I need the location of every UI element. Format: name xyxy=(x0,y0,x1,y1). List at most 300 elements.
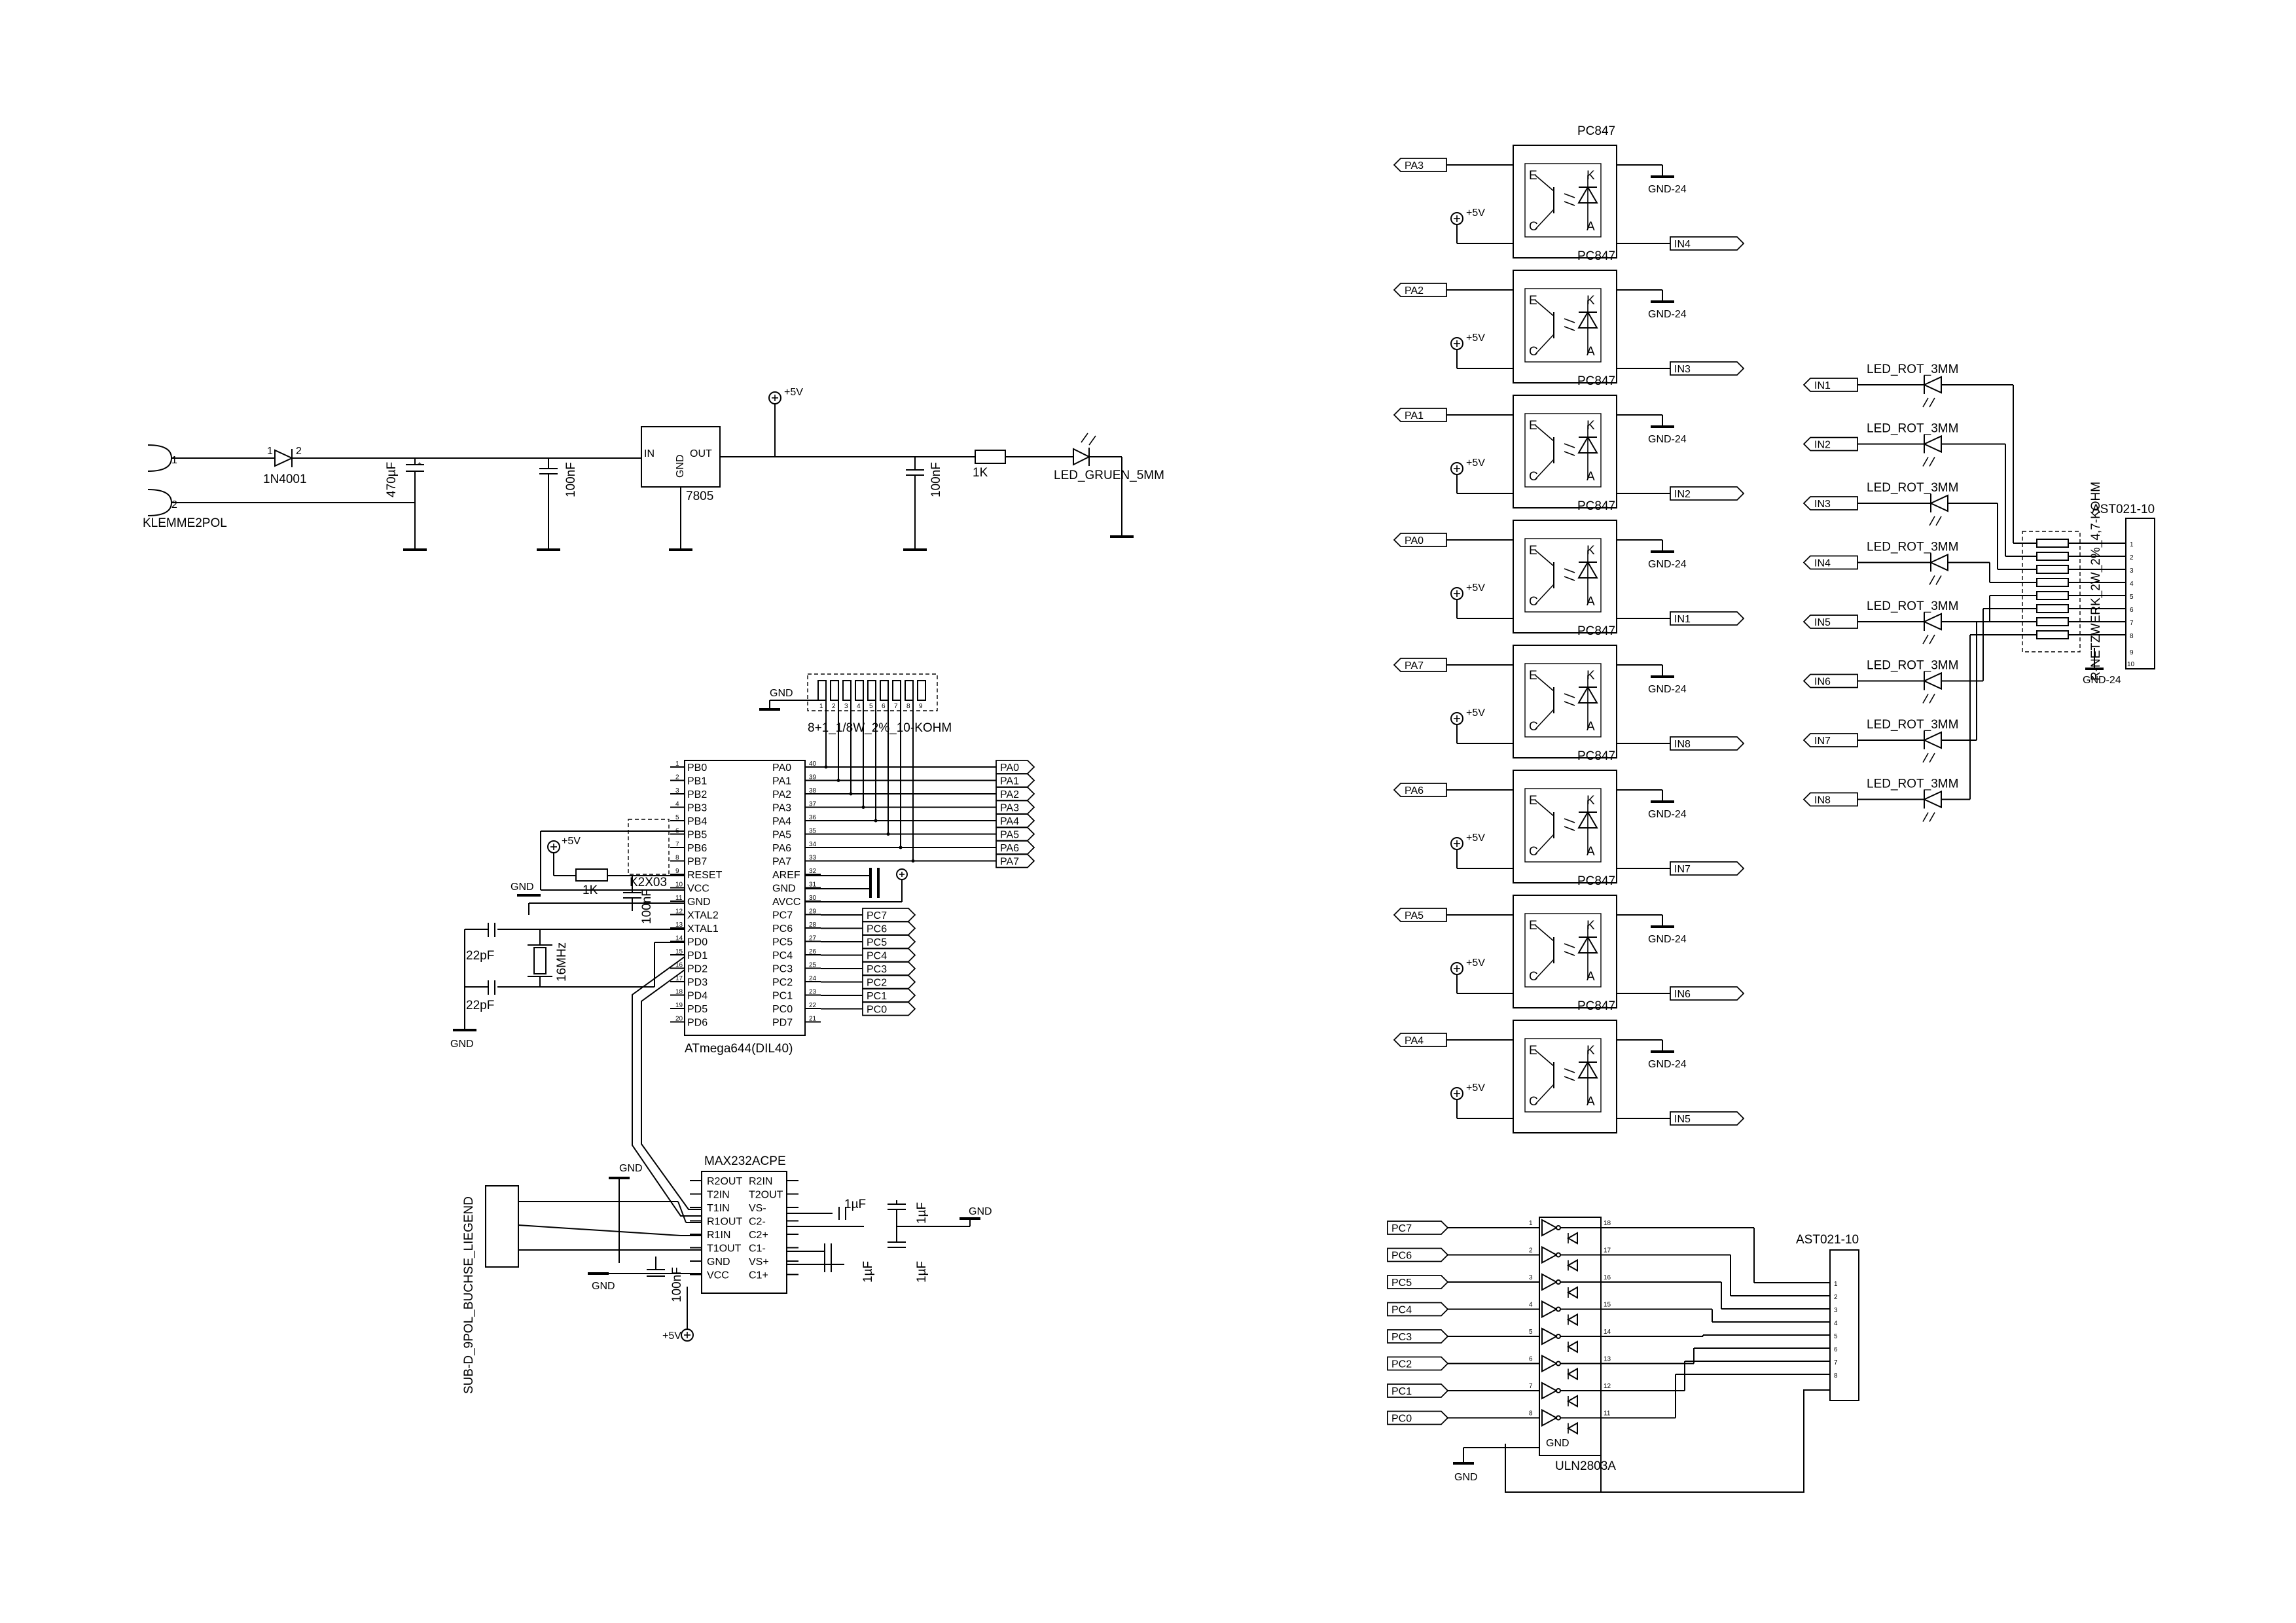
svg-text:2: 2 xyxy=(296,446,302,457)
driver-section xyxy=(1388,1217,1859,1492)
svg-text:4: 4 xyxy=(2130,580,2134,588)
svg-text:8: 8 xyxy=(2130,633,2134,640)
svg-text:24: 24 xyxy=(809,975,817,982)
opto-out-flag-6-label: IN7 xyxy=(1674,864,1691,875)
flag-mcu-pc2-label: PC2 xyxy=(867,977,888,989)
opto-vcc-5-label: +5V xyxy=(1466,707,1485,719)
mcu-section xyxy=(450,674,1034,1216)
resistor-1k-label: 1K xyxy=(973,466,988,480)
rnet-cell xyxy=(855,681,863,700)
rnet-4k7-label: R-NETZWERK_2W_2%_4,7-KOHM xyxy=(2089,481,2103,681)
max-pin-left: R1OUT xyxy=(707,1216,743,1228)
svg-text:11: 11 xyxy=(675,895,683,902)
mcu-pin-left: XTAL2 xyxy=(687,910,719,921)
flag-pa5-label: PA5 xyxy=(1000,829,1020,841)
svg-text:8: 8 xyxy=(1834,1372,1838,1380)
mcu-pin-left: PB1 xyxy=(687,776,708,787)
svg-text:E: E xyxy=(1529,794,1537,808)
led-flag-in6 xyxy=(1804,675,1857,688)
svg-text:K: K xyxy=(1587,419,1595,433)
opto-part-label: PC847 xyxy=(1577,999,1616,1013)
opto-in-flag-4-label: PA0 xyxy=(1405,535,1424,546)
opto-out-flag-3-label: IN2 xyxy=(1674,489,1691,500)
mcu-pin-right: PA4 xyxy=(772,816,792,827)
led-flag-in8-label: IN8 xyxy=(1814,794,1831,806)
cap-1uf-a-label: 1µF xyxy=(844,1198,867,1211)
svg-text:23: 23 xyxy=(809,988,817,996)
svg-text:16: 16 xyxy=(675,961,683,969)
svg-text:9: 9 xyxy=(2130,649,2134,656)
mcu-pin-right: PC5 xyxy=(772,936,793,948)
svg-text:K: K xyxy=(1587,919,1595,933)
mcu-pin-right: PC6 xyxy=(772,923,793,935)
svg-text:33: 33 xyxy=(809,854,817,862)
opto-in-flag-1-label: PA3 xyxy=(1405,160,1424,171)
opto-vcc-7-label: +5V xyxy=(1466,957,1485,969)
mcu-pin-left: RESET xyxy=(687,870,723,881)
svg-text:20: 20 xyxy=(675,1015,683,1023)
max-pin-left: T1IN xyxy=(707,1203,730,1214)
cap-100nf-a xyxy=(537,458,560,550)
svg-text:31: 31 xyxy=(809,881,817,889)
flag-mcu-pc4-label: PC4 xyxy=(867,950,888,962)
led-red-7 xyxy=(1924,732,1941,748)
svg-text:16: 16 xyxy=(1604,1274,1611,1281)
led-red-8 xyxy=(1924,792,1941,808)
svg-text:13: 13 xyxy=(1604,1355,1611,1363)
uln-gnd-label: GND xyxy=(1454,1472,1478,1483)
led-red-label: LED_ROT_3MM xyxy=(1867,540,1959,554)
led-flag-in1 xyxy=(1804,378,1857,391)
rnet-cell xyxy=(818,681,826,700)
opto-vcc-4-label: +5V xyxy=(1466,582,1485,594)
svg-text:2: 2 xyxy=(1834,1294,1838,1301)
svg-text:28: 28 xyxy=(809,921,817,929)
opto-part-label: PC847 xyxy=(1577,124,1616,138)
mcu-pin-right: PC3 xyxy=(772,963,793,975)
opto-part-label: PC847 xyxy=(1577,749,1616,763)
opto-gnd24-label: GND-24 xyxy=(1648,934,1687,945)
opto-gnd24-label: GND-24 xyxy=(1648,184,1687,195)
svg-text:3: 3 xyxy=(1834,1307,1838,1314)
max-pin-left: T2IN xyxy=(707,1189,730,1201)
pump-gnd-label: GND xyxy=(969,1206,992,1217)
svg-text:A: A xyxy=(1587,595,1595,609)
svg-text:36: 36 xyxy=(809,814,817,821)
mcu-pin-right: PA7 xyxy=(772,856,792,868)
svg-text:E: E xyxy=(1529,669,1537,683)
mcu-pin-right: PA2 xyxy=(772,789,792,800)
svg-text:1: 1 xyxy=(675,760,679,768)
svg-text:7: 7 xyxy=(2130,620,2134,627)
flag-pa0-label: PA0 xyxy=(1000,762,1020,774)
resistor-1k xyxy=(975,450,1005,463)
mcu-pin-left: PD6 xyxy=(687,1017,708,1029)
svg-text:12: 12 xyxy=(1604,1383,1611,1390)
rnet-4k7-cell xyxy=(2037,618,2068,626)
mcu-pin-left: PD3 xyxy=(687,977,708,988)
svg-text:K: K xyxy=(1587,544,1595,558)
svg-text:10: 10 xyxy=(2127,661,2135,668)
terminal-label: KLEMME2POL xyxy=(143,516,227,530)
rnet-4k7-cell xyxy=(2037,552,2068,560)
svg-text:21: 21 xyxy=(809,1015,817,1023)
svg-text:6: 6 xyxy=(882,703,886,710)
max-pin-right: C1+ xyxy=(749,1270,768,1281)
opto-out-flag-7-label: IN6 xyxy=(1674,989,1691,1000)
mcu-pin-right: PA1 xyxy=(772,776,792,787)
led-red-label: LED_ROT_3MM xyxy=(1867,658,1959,673)
max-pin-right: C2- xyxy=(749,1216,766,1228)
led-flag-in7 xyxy=(1804,734,1857,747)
opto-out-flag-5-label: IN8 xyxy=(1674,739,1691,750)
svg-text:3: 3 xyxy=(2130,567,2134,575)
opto-part-label: PC847 xyxy=(1577,374,1616,388)
led-red-1 xyxy=(1924,377,1941,393)
svg-text:29: 29 xyxy=(809,908,817,916)
mcu-pin-left: PB6 xyxy=(687,843,708,854)
rnet-4k7-cell xyxy=(2037,592,2068,599)
uln-flag-pc5-label: PC5 xyxy=(1391,1277,1412,1289)
mcu-pin-right: PD7 xyxy=(772,1017,793,1029)
mcu-pin-right: PC7 xyxy=(772,910,793,921)
svg-text:9: 9 xyxy=(919,703,923,710)
vcc-symbol-power xyxy=(769,392,781,457)
mcu-pin-left: XTAL1 xyxy=(687,923,719,935)
cap-1uf-b-label: 1µF xyxy=(915,1202,929,1224)
max-pin-right: T2OUT xyxy=(749,1189,783,1201)
power-supply-section xyxy=(143,387,1164,550)
svg-text:30: 30 xyxy=(809,895,817,902)
mcu-pin-left: PB0 xyxy=(687,762,708,774)
led-flag-in5-label: IN5 xyxy=(1814,617,1831,628)
reset-circuit xyxy=(529,831,685,915)
svg-text:19: 19 xyxy=(675,1002,683,1009)
svg-text:22: 22 xyxy=(809,1002,817,1009)
crystal-gnd-label: GND xyxy=(450,1039,474,1050)
opto-in-flag-3-label: PA1 xyxy=(1405,410,1424,421)
svg-text:34: 34 xyxy=(809,841,817,848)
cap-22pf-b-label: 22pF xyxy=(466,999,495,1012)
flag-pa7-label: PA7 xyxy=(1000,856,1020,868)
svg-text:A: A xyxy=(1587,970,1595,984)
svg-text:3: 3 xyxy=(1529,1274,1533,1281)
svg-text:6: 6 xyxy=(2130,607,2134,614)
svg-text:8: 8 xyxy=(906,703,910,710)
svg-text:K: K xyxy=(1587,1044,1595,1058)
svg-text:K: K xyxy=(1587,669,1595,683)
flag-mcu-pc0-label: PC0 xyxy=(867,1004,888,1016)
max-pin-left: R2OUT xyxy=(707,1176,743,1187)
diode-1n4001 xyxy=(267,446,302,467)
opto-gnd24-label: GND-24 xyxy=(1648,559,1687,570)
rnet-cell xyxy=(831,681,838,700)
cap-100nf-b-label: 100nF xyxy=(929,462,943,497)
mcu-pin-right: PA5 xyxy=(772,829,792,841)
opto-gnd24-label: GND-24 xyxy=(1648,434,1687,445)
mcu-pin-left: PB3 xyxy=(687,802,708,814)
svg-text:A: A xyxy=(1587,470,1595,484)
svg-text:A: A xyxy=(1587,845,1595,859)
svg-text:38: 38 xyxy=(809,787,817,794)
opto-out-flag-2-label: IN3 xyxy=(1674,364,1691,375)
svg-text:2: 2 xyxy=(675,774,679,781)
mcu-pin-left: PB7 xyxy=(687,856,708,868)
mcu-pin-right: PA3 xyxy=(772,802,792,814)
svg-text:C: C xyxy=(1529,970,1538,984)
max-pin-right: C2+ xyxy=(749,1230,768,1241)
rnet-4k7-cell xyxy=(2037,579,2068,586)
rs232-section xyxy=(462,1154,992,1394)
diode-label: 1N4001 xyxy=(263,473,307,486)
flag-pa3-label: PA3 xyxy=(1000,802,1020,814)
max232-label: MAX232ACPE xyxy=(704,1154,786,1168)
reset-vcc-label: +5V xyxy=(562,836,581,847)
svg-text:K: K xyxy=(1587,294,1595,308)
led-section xyxy=(1804,363,2155,822)
led-red-label: LED_ROT_3MM xyxy=(1867,718,1959,732)
max-pin-right: VS+ xyxy=(749,1257,769,1268)
mcu-pin-right: AVCC xyxy=(772,897,801,908)
svg-text:37: 37 xyxy=(809,800,817,808)
svg-text:C: C xyxy=(1529,845,1538,859)
svg-text:15: 15 xyxy=(1604,1301,1611,1309)
svg-text:IN: IN xyxy=(644,448,655,459)
uln-label: ULN2803A xyxy=(1555,1459,1616,1473)
led-red-label: LED_ROT_3MM xyxy=(1867,777,1959,791)
mcu-pin-right: PA6 xyxy=(772,843,792,854)
opto-vcc-2-label: +5V xyxy=(1466,332,1485,344)
opto-out-flag-1-label: IN4 xyxy=(1674,239,1691,250)
led-red-label: LED_ROT_3MM xyxy=(1867,481,1959,495)
ast-connector-leds-label: AST021-10 xyxy=(2092,503,2155,516)
svg-text:3: 3 xyxy=(675,787,679,794)
led-flag-in8 xyxy=(1804,793,1857,806)
opto-vcc-8-label: +5V xyxy=(1466,1082,1485,1094)
opto-out-flag-4-label: IN1 xyxy=(1674,614,1691,625)
svg-text:5: 5 xyxy=(675,814,679,821)
mcu-pin-right: PC2 xyxy=(772,977,793,988)
uln-flag-pc0-label: PC0 xyxy=(1391,1413,1412,1425)
uln-flag-pc6-label: PC6 xyxy=(1391,1250,1412,1262)
jumper-k2x03 xyxy=(628,819,669,874)
uln-gnd-pin-label: GND xyxy=(1546,1438,1570,1449)
led-flag-in3-label: IN3 xyxy=(1814,499,1831,510)
mcu-pin-left: PD4 xyxy=(687,990,708,1002)
led-red-4 xyxy=(1931,555,1948,571)
svg-text:5: 5 xyxy=(2130,594,2134,601)
flag-mcu-pc5-label: PC5 xyxy=(867,937,888,948)
mcu-pin-left: GND xyxy=(687,897,711,908)
svg-text:10: 10 xyxy=(675,881,683,889)
svg-text:13: 13 xyxy=(675,921,683,929)
rnet-4k7-cell xyxy=(2037,539,2068,547)
svg-text:C: C xyxy=(1529,1095,1538,1109)
reset-res-label: 1K xyxy=(583,883,598,897)
mcu-gnd-label: GND xyxy=(511,882,534,893)
opto-part-label: PC847 xyxy=(1577,499,1616,513)
led-flag-in4-label: IN4 xyxy=(1814,558,1831,569)
led-red-label: LED_ROT_3MM xyxy=(1867,599,1959,613)
svg-text:15: 15 xyxy=(675,948,683,955)
svg-text:7: 7 xyxy=(1834,1359,1838,1366)
svg-text:2: 2 xyxy=(171,499,177,510)
led-flag-in3 xyxy=(1804,497,1857,510)
svg-text:A: A xyxy=(1587,220,1595,234)
svg-text:E: E xyxy=(1529,919,1537,933)
svg-text:11: 11 xyxy=(1604,1410,1611,1418)
svg-text:7: 7 xyxy=(894,703,898,710)
led-green xyxy=(1073,433,1134,537)
flag-pa2-label: PA2 xyxy=(1000,789,1020,800)
svg-text:26: 26 xyxy=(809,948,817,955)
svg-text:E: E xyxy=(1529,294,1537,308)
optocoupler-section xyxy=(1394,124,1744,1133)
rnet-4k7-cell xyxy=(2037,605,2068,613)
opto-vcc-3-label: +5V xyxy=(1466,457,1485,469)
max-pin-left: VCC xyxy=(707,1270,729,1281)
mcu-pin-left: PB5 xyxy=(687,829,708,841)
mcu-pin-left: PD5 xyxy=(687,1004,708,1015)
svg-text:OUT: OUT xyxy=(690,448,712,459)
led-red-label: LED_ROT_3MM xyxy=(1867,421,1959,436)
jumper-label: K2X03 xyxy=(630,876,668,889)
subd9-connector xyxy=(486,1186,518,1267)
svg-text:25: 25 xyxy=(809,961,817,969)
mcu-pin-left: VCC xyxy=(687,883,709,895)
svg-text:A: A xyxy=(1587,720,1595,734)
svg-text:E: E xyxy=(1529,169,1537,183)
svg-text:1: 1 xyxy=(267,446,273,457)
opto-out-flag-8-label: IN5 xyxy=(1674,1114,1691,1125)
reset-cap-label: 100nF xyxy=(640,889,654,924)
mcu-pin-left: PD1 xyxy=(687,950,708,961)
rnet-4k7-cell xyxy=(2037,565,2068,573)
crystal-16mhz xyxy=(453,923,685,1030)
uln-flag-pc7-label: PC7 xyxy=(1391,1223,1412,1234)
led-flag-in5 xyxy=(1804,615,1857,628)
opto-part-label: PC847 xyxy=(1577,249,1616,263)
led-flag-in2-label: IN2 xyxy=(1814,439,1831,451)
opto-gnd24-label: GND-24 xyxy=(1648,684,1687,695)
opto-gnd24-label: GND-24 xyxy=(1648,1059,1687,1070)
opto-in-flag-8-label: PA4 xyxy=(1405,1035,1424,1046)
flag-pa4-label: PA4 xyxy=(1000,816,1020,827)
mcu-pin-left: PD2 xyxy=(687,963,708,975)
led-red-3 xyxy=(1931,495,1948,511)
svg-text:8: 8 xyxy=(1529,1410,1533,1418)
svg-text:8: 8 xyxy=(675,854,679,862)
svg-text:5: 5 xyxy=(869,703,873,710)
svg-text:5: 5 xyxy=(1529,1329,1533,1336)
aref-caps xyxy=(805,868,907,902)
max-pin-right: C1- xyxy=(749,1243,766,1255)
svg-text:1: 1 xyxy=(171,455,177,466)
svg-text:40: 40 xyxy=(809,760,817,768)
svg-text:C: C xyxy=(1529,470,1538,484)
mcu-pin-right: PA0 xyxy=(772,762,792,774)
svg-text:6: 6 xyxy=(1834,1346,1838,1353)
cap-100nf-c-label: 100nF xyxy=(670,1267,684,1302)
led-red-label: LED_ROT_3MM xyxy=(1867,363,1959,376)
opto-gnd24-label: GND-24 xyxy=(1648,809,1687,820)
max-vcc-label: +5V xyxy=(662,1330,681,1342)
svg-text:2: 2 xyxy=(2130,554,2134,562)
mcu-pin-left: PB4 xyxy=(687,816,708,827)
led-flag-in2 xyxy=(1804,438,1857,451)
opto-in-flag-6-label: PA6 xyxy=(1405,785,1424,796)
svg-text:12: 12 xyxy=(675,908,683,916)
led-flag-in4 xyxy=(1804,556,1857,569)
opto-in-flag-5-label: PA7 xyxy=(1405,660,1424,671)
regulator-7805 xyxy=(641,427,720,550)
svg-text:A: A xyxy=(1587,345,1595,359)
opto-part-label: PC847 xyxy=(1577,624,1616,638)
max-pin-left: R1IN xyxy=(707,1230,731,1241)
charge-pump-caps xyxy=(787,1200,980,1272)
cap-1uf-c-label: 1µF xyxy=(861,1260,875,1283)
mcu-pin-right: GND xyxy=(772,883,796,895)
svg-text:1: 1 xyxy=(819,703,823,710)
uln-flag-pc2-label: PC2 xyxy=(1391,1359,1412,1370)
svg-text:27: 27 xyxy=(809,935,817,942)
svg-text:5: 5 xyxy=(1834,1333,1838,1340)
svg-text:1: 1 xyxy=(1529,1220,1533,1227)
ast-connector-driver-label: AST021-10 xyxy=(1796,1233,1859,1247)
opto-gnd24-label: GND-24 xyxy=(1648,309,1687,320)
regulator-label: 7805 xyxy=(686,490,714,503)
opto-in-flag-2-label: PA2 xyxy=(1405,285,1424,296)
svg-text:C: C xyxy=(1529,720,1538,734)
svg-text:6: 6 xyxy=(675,827,679,835)
svg-text:K: K xyxy=(1587,169,1595,183)
flag-mcu-pc6-label: PC6 xyxy=(867,923,888,935)
max-pin-right: R2IN xyxy=(749,1176,773,1187)
cap-100nf-a-label: 100nF xyxy=(564,462,578,497)
svg-text:6: 6 xyxy=(1529,1355,1533,1363)
uln-flag-pc1-label: PC1 xyxy=(1391,1386,1412,1397)
vcc-label-power: +5V xyxy=(784,387,803,398)
crystal-label: 16MHz xyxy=(555,942,569,982)
cap-470uf xyxy=(403,458,427,550)
svg-text:17: 17 xyxy=(1604,1247,1611,1255)
rnet-4k7-cell xyxy=(2037,631,2068,639)
cap-100nf-b xyxy=(903,457,927,550)
svg-text:4: 4 xyxy=(675,800,679,808)
uln-flag-pc4-label: PC4 xyxy=(1391,1304,1412,1316)
led-red-2 xyxy=(1924,437,1941,452)
svg-text:4: 4 xyxy=(1529,1301,1533,1309)
max-pin-left: GND xyxy=(707,1257,730,1268)
svg-text:7: 7 xyxy=(675,841,679,848)
led-flag-in6-label: IN6 xyxy=(1814,676,1831,688)
cap-470uf-label: 470µF xyxy=(385,461,399,497)
svg-text:18: 18 xyxy=(1604,1220,1611,1227)
svg-text:K: K xyxy=(1587,794,1595,808)
svg-text:2: 2 xyxy=(832,703,836,710)
led-flag-in7-label: IN7 xyxy=(1814,736,1831,747)
svg-text:4: 4 xyxy=(857,703,861,710)
svg-text:C: C xyxy=(1529,595,1538,609)
terminal-pin-1 xyxy=(148,445,171,471)
svg-text:9: 9 xyxy=(675,868,679,875)
flag-mcu-pc7-label: PC7 xyxy=(867,910,888,921)
led-flag-in1-label: IN1 xyxy=(1814,380,1831,391)
mcu-pin-right: PC4 xyxy=(772,950,793,961)
svg-text:E: E xyxy=(1529,544,1537,558)
svg-text:1: 1 xyxy=(1834,1281,1838,1288)
cap-1uf-d-label: 1µF xyxy=(915,1260,929,1283)
